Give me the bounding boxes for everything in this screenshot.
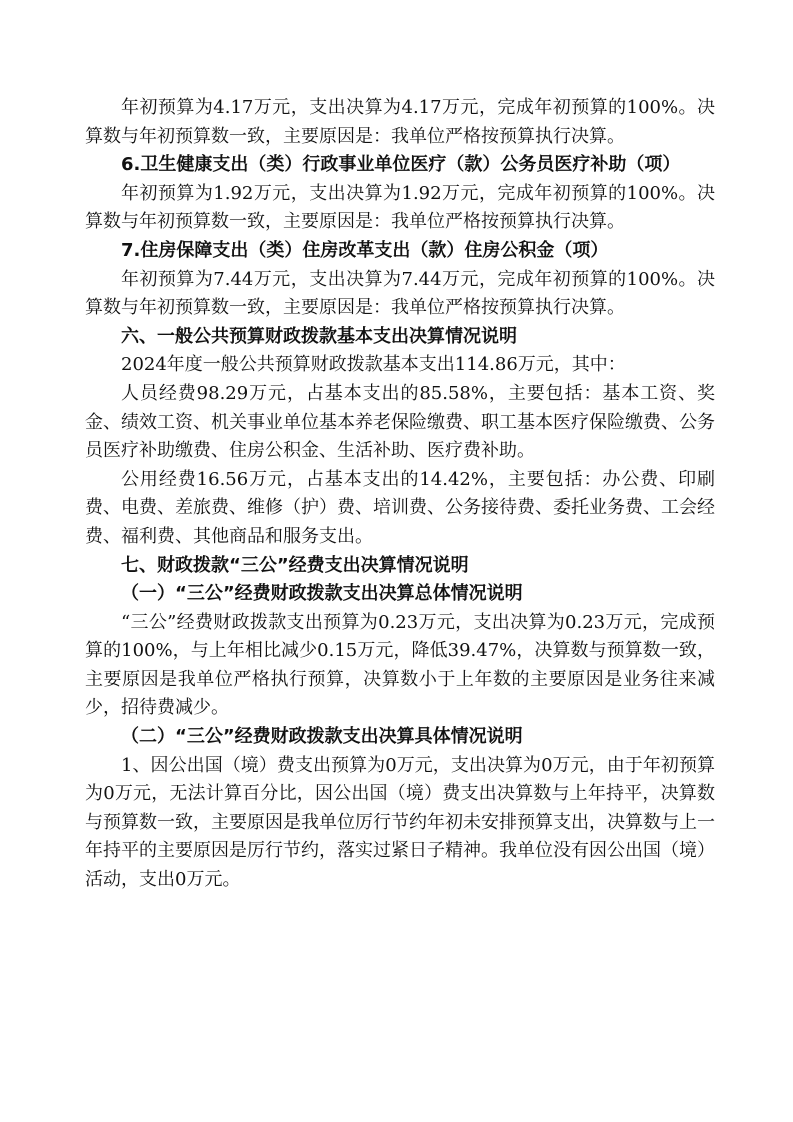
document-body xyxy=(85,94,715,895)
paragraph-budget-417: 年初预算为4.17万元，支出决算为4.17万元，完成年初预算的100%。决算数与年初预算数一致，主要原因是：我单位严格按预算执行决算。 xyxy=(85,97,715,147)
subsection-heading-7-1: （一）“三公”经费财政拨款支出决算总体情况说明 xyxy=(121,583,523,605)
subsection-heading-7-2: （二）“三公”经费财政拨款支出决算具体情况说明 xyxy=(121,726,523,748)
paragraph-public-expenses: 公用经费16.56万元，占基本支出的14.42%，主要包括：办公费、印刷费、电费、差旅费、维修（护）费、培训费、公务接待费、委托业务费、工会经费、福利费、其他商品和服务支出。 xyxy=(85,468,715,547)
paragraph-overseas-travel: 1、因公出国（境）费支出预算为0万元，支出决算为0万元，由于年初预算为0万元，无法计算百分比，因公出国（境）费支出决算数与上年持平，决算数与预算数一致，主要原因是我单位厉行节约年初未安排预算支出，决算数与上一年持平的主要原因是厉行节约，落实过紧日子精神。我单位没有因公出国（境）活动，支出0万元。 xyxy=(85,754,715,891)
heading-item-7: 7.住房保障支出（类）住房改革支出（款）住房公积金（项） xyxy=(121,239,609,261)
paragraph-basic-expenditure: 2024年度一般公共预算财政拨款基本支出114.86万元，其中： xyxy=(121,354,626,376)
paragraph-budget-744: 年初预算为7.44万元，支出决算为7.44万元，完成年初预算的100%。决算数与年初预算数一致，主要原因是：我单位严格按预算执行决算。 xyxy=(85,268,715,319)
heading-item-6: 6.卫生健康支出（类）行政事业单位医疗（款）公务员医疗补助（项） xyxy=(121,154,681,176)
section-heading-6: 六、一般公共预算财政拨款基本支出决算情况说明 xyxy=(121,325,517,347)
paragraph-personnel-expenses: 人员经费98.29万元，占基本支出的85.58%，主要包括：基本工资、奖金、绩效工资、机关事业单位基本养老保险缴费、职工基本医疗保险缴费、公务员医疗补助缴费、住房公积金、生活补助、医疗费补助。 xyxy=(85,382,715,462)
paragraph-three-public-overall: “三公”经费财政拨款支出预算为0.23万元，支出决算为0.23万元，完成预算的100%，与上年相比减少0.15万元，降低39.47%，决算数与预算数一致，主要原因是我单位严格执行预算，决算数小于上年数的主要原因是业务往来减少，招待费减少。 xyxy=(85,611,715,719)
paragraph-budget-192: 年初预算为1.92万元，支出决算为1.92万元，完成年初预算的100%。决算数与年初预算数一致，主要原因是：我单位严格按预算执行决算。 xyxy=(85,182,715,233)
section-heading-7: 七、财政拨款“三公”经费支出决算情况说明 xyxy=(121,554,469,576)
